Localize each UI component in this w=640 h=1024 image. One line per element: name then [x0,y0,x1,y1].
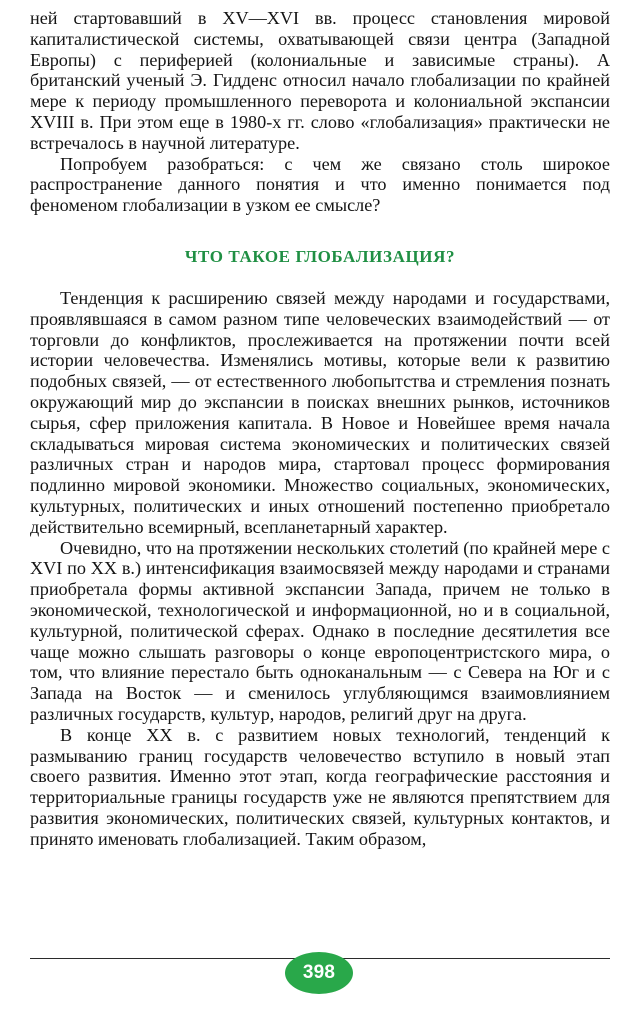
paragraph-1: Тенденция к расширению связей между народами и государствами, проявлявшаяся в самом разном типе человеческих взаимодействий — от торговли до конфликтов, прослеживается на протяжении почти всей истории человечества. Изменялись мотивы, которые вели к развитию подобных связей, — от естественного любопытства и стремления познать окружающий мир до экспансии в поисках внешних рынков, источников сырья, сфер приложения капитала. В Новое и Новейшее время начала складываться мировая система экономических и политических связей различных стран и народов мира, стартовал процесс формирования подлинно мировой экономики. Множество социальных, экономических, культурных, политических и иных отношений постепенно приобретало действительно всемирный, всепланетарный характер. [30,287,610,537]
page-body [30,8,610,849]
paragraph-continued: ней стартовавший в XV—XVI вв. процесс становления мировой капиталистической системы, охватывающей связи центра (Западной Европы) с периферией (колониальные и зависимые страны). А британский ученый Э. Гидденс относил начало глобализации по крайней мере к периоду промышленного переворота и колониальной экспансии XVIII в. При этом еще в 1980-х гг. слово «глобализация» практически не встречалось в научной литературе. [30,8,610,153]
page-number-badge [285,952,353,994]
paragraph-question: Попробуем разобраться: с чем же связано столь широкое распространение данного понятия и что именно понимается под феноменом глобализации в узком ее смысле? [30,153,610,216]
page-number: 398 [302,962,336,983]
section-heading: ЧТО ТАКОЕ ГЛОБАЛИЗАЦИЯ? [184,246,456,266]
paragraph-2: Очевидно, что на протяжении нескольких столетий (по крайней мере с XVI по XX в.) интенсификация взаимосвязей между народами и странами приобретала формы активной экспансии Запада, причем не только в экономической, технологической и информационной, но и в социальной, культурной, политической сферах. Однако в последние десятилетия все чаще можно слышать разговоры о конце европоцентристского мира, о том, что влияние перестало быть одноканальным — с Севера на Юг и с Запада на Восток — и сменилось углубляющимся взаимовлиянием различных государств, культур, народов, религий друг на друга. [30,537,610,724]
paragraph-3: В конце XX в. с развитием новых технологий, тенденций к размыванию границ государств человечество вступило в новый этап своего развития. Именно этот этап, когда географические расстояния и территориальные границы государств уже не являются препятствием для развития экономических, политических связей, культурных контактов, и принято именовать глобализацией. Таким образом, [30,724,610,849]
